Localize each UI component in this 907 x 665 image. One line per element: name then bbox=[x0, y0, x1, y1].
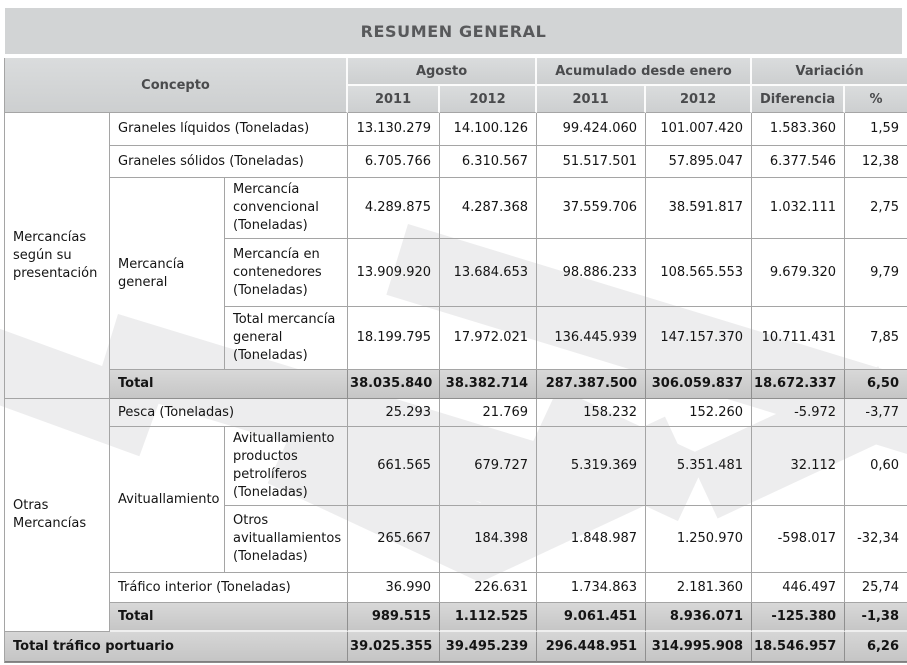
val-diferencia: -5.972 bbox=[752, 399, 845, 427]
val-pct: 12,38 bbox=[845, 146, 907, 178]
val-acum-2012: 1.250.970 bbox=[646, 506, 752, 573]
val-agosto-2011: 989.515 bbox=[348, 603, 440, 632]
val-acum-2011: 158.232 bbox=[537, 399, 646, 427]
val-acum-2012: 314.995.908 bbox=[646, 632, 752, 662]
col-header-acum-2012: 2012 bbox=[646, 86, 752, 113]
grand-total-label: Total tráfico portuario bbox=[5, 632, 348, 662]
val-diferencia: -125.380 bbox=[752, 603, 845, 632]
val-diferencia: 1.583.360 bbox=[752, 113, 845, 146]
table-row bbox=[5, 399, 907, 427]
val-agosto-2012: 184.398 bbox=[440, 506, 537, 573]
table-row bbox=[5, 146, 907, 178]
table-row bbox=[5, 573, 907, 603]
val-agosto-2012: 6.310.567 bbox=[440, 146, 537, 178]
val-agosto-2012: 4.287.368 bbox=[440, 178, 537, 239]
val-acum-2012: 108.565.553 bbox=[646, 239, 752, 307]
col-header-variacion: Variación bbox=[752, 58, 907, 86]
subgroup-label-mercancia-general: Mercancía general bbox=[110, 178, 225, 370]
row-label: Mercancía convencional (Toneladas) bbox=[225, 178, 348, 239]
val-agosto-2011: 6.705.766 bbox=[348, 146, 440, 178]
summary-table bbox=[4, 58, 907, 663]
val-agosto-2011: 39.025.355 bbox=[348, 632, 440, 662]
total-row-label: Total bbox=[110, 370, 348, 399]
row-label: Otros avituallamientos (Toneladas) bbox=[225, 506, 348, 573]
val-pct: 9,79 bbox=[845, 239, 907, 307]
val-acum-2011: 1.734.863 bbox=[537, 573, 646, 603]
val-acum-2011: 37.559.706 bbox=[537, 178, 646, 239]
val-agosto-2012: 21.769 bbox=[440, 399, 537, 427]
val-acum-2012: 8.936.071 bbox=[646, 603, 752, 632]
total-row-label: Total bbox=[110, 603, 348, 632]
val-agosto-2012: 14.100.126 bbox=[440, 113, 537, 146]
val-acum-2012: 2.181.360 bbox=[646, 573, 752, 603]
col-header-agosto: Agosto bbox=[348, 58, 537, 86]
val-acum-2011: 136.445.939 bbox=[537, 307, 646, 370]
val-agosto-2011: 18.199.795 bbox=[348, 307, 440, 370]
col-header-agosto-2012: 2012 bbox=[440, 86, 537, 113]
table-row bbox=[5, 427, 907, 506]
val-agosto-2011: 661.565 bbox=[348, 427, 440, 506]
total-row bbox=[5, 603, 907, 632]
val-diferencia: 10.711.431 bbox=[752, 307, 845, 370]
val-agosto-2011: 38.035.840 bbox=[348, 370, 440, 399]
val-agosto-2012: 13.684.653 bbox=[440, 239, 537, 307]
val-acum-2012: 5.351.481 bbox=[646, 427, 752, 506]
col-header-pct: % bbox=[845, 86, 907, 113]
table-row bbox=[5, 178, 907, 239]
row-label: Mercancía en contenedores (Toneladas) bbox=[225, 239, 348, 307]
col-header-concepto: Concepto bbox=[5, 58, 348, 113]
col-header-diferencia: Diferencia bbox=[752, 86, 845, 113]
val-pct: 25,74 bbox=[845, 573, 907, 603]
val-diferencia: 446.497 bbox=[752, 573, 845, 603]
row-label: Avituallamiento productos petrolíferos (Toneladas) bbox=[225, 427, 348, 506]
val-acum-2012: 38.591.817 bbox=[646, 178, 752, 239]
group-label-otras-mercancias: Otras Mercancías bbox=[5, 399, 110, 632]
val-acum-2011: 296.448.951 bbox=[537, 632, 646, 662]
val-pct: -32,34 bbox=[845, 506, 907, 573]
val-pct: 7,85 bbox=[845, 307, 907, 370]
val-agosto-2011: 13.909.920 bbox=[348, 239, 440, 307]
val-agosto-2012: 38.382.714 bbox=[440, 370, 537, 399]
val-diferencia: 6.377.546 bbox=[752, 146, 845, 178]
subgroup-label-avituallamiento: Avituallamiento bbox=[110, 427, 225, 573]
val-pct: 6,50 bbox=[845, 370, 907, 399]
val-agosto-2012: 679.727 bbox=[440, 427, 537, 506]
val-pct: 6,26 bbox=[845, 632, 907, 662]
val-pct: 0,60 bbox=[845, 427, 907, 506]
report-title-bar bbox=[5, 8, 902, 54]
val-acum-2011: 1.848.987 bbox=[537, 506, 646, 573]
grand-total-row bbox=[5, 632, 907, 662]
val-agosto-2012: 226.631 bbox=[440, 573, 537, 603]
val-diferencia: 18.546.957 bbox=[752, 632, 845, 662]
val-acum-2011: 98.886.233 bbox=[537, 239, 646, 307]
val-acum-2012: 152.260 bbox=[646, 399, 752, 427]
val-agosto-2012: 1.112.525 bbox=[440, 603, 537, 632]
val-acum-2011: 9.061.451 bbox=[537, 603, 646, 632]
val-agosto-2012: 39.495.239 bbox=[440, 632, 537, 662]
val-agosto-2012: 17.972.021 bbox=[440, 307, 537, 370]
val-acum-2012: 57.895.047 bbox=[646, 146, 752, 178]
total-row bbox=[5, 370, 907, 399]
group-label-mercancias: Mercancías según su presentación bbox=[5, 113, 110, 399]
table-row bbox=[5, 113, 907, 146]
val-acum-2011: 287.387.500 bbox=[537, 370, 646, 399]
row-label: Graneles líquidos (Toneladas) bbox=[110, 113, 348, 146]
row-label: Tráfico interior (Toneladas) bbox=[110, 573, 348, 603]
val-acum-2012: 306.059.837 bbox=[646, 370, 752, 399]
val-agosto-2011: 36.990 bbox=[348, 573, 440, 603]
val-pct: 1,59 bbox=[845, 113, 907, 146]
val-diferencia: 32.112 bbox=[752, 427, 845, 506]
val-diferencia: 18.672.337 bbox=[752, 370, 845, 399]
row-label: Pesca (Toneladas) bbox=[110, 399, 348, 427]
val-acum-2011: 51.517.501 bbox=[537, 146, 646, 178]
val-diferencia: 1.032.111 bbox=[752, 178, 845, 239]
val-pct: -3,77 bbox=[845, 399, 907, 427]
val-agosto-2011: 13.130.279 bbox=[348, 113, 440, 146]
val-pct: -1,38 bbox=[845, 603, 907, 632]
val-diferencia: 9.679.320 bbox=[752, 239, 845, 307]
val-acum-2011: 5.319.369 bbox=[537, 427, 646, 506]
val-agosto-2011: 4.289.875 bbox=[348, 178, 440, 239]
val-acum-2012: 101.007.420 bbox=[646, 113, 752, 146]
val-agosto-2011: 265.667 bbox=[348, 506, 440, 573]
col-header-acumulado: Acumulado desde enero bbox=[537, 58, 752, 86]
val-acum-2012: 147.157.370 bbox=[646, 307, 752, 370]
report-title: RESUMEN GENERAL bbox=[360, 21, 547, 41]
col-header-agosto-2011: 2011 bbox=[348, 86, 440, 113]
row-label: Total mercancía general (Toneladas) bbox=[225, 307, 348, 370]
val-pct: 2,75 bbox=[845, 178, 907, 239]
row-label: Graneles sólidos (Toneladas) bbox=[110, 146, 348, 178]
val-diferencia: -598.017 bbox=[752, 506, 845, 573]
val-acum-2011: 99.424.060 bbox=[537, 113, 646, 146]
col-header-acum-2011: 2011 bbox=[537, 86, 646, 113]
val-agosto-2011: 25.293 bbox=[348, 399, 440, 427]
